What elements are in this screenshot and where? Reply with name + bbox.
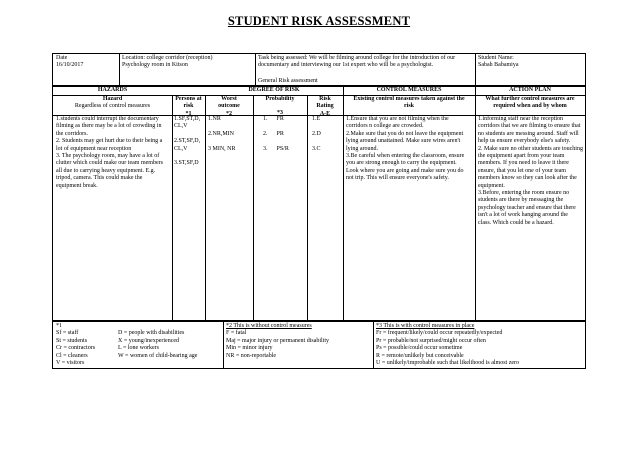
action-line: no students are messing around. Staff will [478,130,579,137]
hazard-line: filming as there may be a lot of crowding in [56,123,162,130]
action-line: ensure, that you let one of your team [478,167,566,174]
location-cell [119,54,255,85]
action-line: isn't a lot of work hanging around the [478,212,568,219]
task-line: documentary and interviewing our 1st expert who will be a psychologist. [258,62,434,69]
hazard-line: clutter which could make our team members [56,160,163,167]
legend-outcome-title: *2 This is without control measures [226,323,312,329]
hazard-line: lot of equipment near reception [56,145,132,152]
hazard-line: tripod, camera. This could make the [56,175,143,182]
student-cell [475,54,585,85]
action-line: 3.Before, entering the room ensure no [478,190,570,197]
risk-table [52,86,586,321]
task-footer: General Risk assessment [258,77,318,84]
action-line: corridors that we are filming to ensure that [478,123,581,130]
legend-persons-title: *1 [56,323,62,329]
probability-body: 1. FR 2. PR 3. PS/R [263,116,289,152]
worst-body: 1.NR 2.NR,MIN 3 MIN, NR [208,116,236,152]
rating-body: 1.E 2.D 3.C [312,116,321,152]
col-existing-control: Existing control measures taken against the risk [353,96,465,110]
date-value: 16/10/2017 [56,62,84,69]
col-hazard: Hazard Regardless of control measures [74,96,151,110]
action-line: class. Which could be a hazard. [478,219,554,226]
hazard-line: equipment break. [56,182,98,189]
page-title: STUDENT RISK ASSESSMENT [227,14,411,28]
legend-persons: *1 Sf = staff St = students Cr = contractors Cl = cleaners V = visitors D = people with disabilities X = young/inexperienced L = lone workers W = women of child-bearing age [53,322,223,368]
persons-body: 1.SF,ST,D, CL,V 2.ST,SF,D, CL,V 3.ST,SF,D [174,116,201,167]
control-line: lying around. [346,145,378,152]
control-line: not trip. This will ensure everyone's safety. [346,175,449,182]
action-line: psychology teacher and ensure that there [478,204,576,211]
action-line: members know so they can look after the [478,175,577,182]
action-body [475,115,585,320]
hazard-line: the corridors. [56,130,88,137]
student-label: Student Name: [478,55,514,61]
col-worst-outcome: Worst outcome *2 [218,96,240,115]
control-body [343,115,475,320]
date-cell [53,54,119,85]
task-line: Task being assessed: We will be filming around college for the introduction of our [258,55,456,61]
header-info-table [52,53,586,86]
action-line: students are there by messaging the [478,197,564,204]
col-persons-at-risk: Persons at risk *1 [175,96,202,115]
action-line: members. If you need to leave it there [478,160,569,167]
col-further-control: What further control measures are required when and by whom [485,96,575,110]
control-line: 3.Be careful when entering the classroom, ensure [346,153,465,160]
legend-outcome: *2 This is without control measures F = fatal Maj = major injury or permanent disability Min = minor injury NR = non-reportable [223,322,373,368]
hazard-line: all due to carrying heavy equipment. E.g. [56,167,156,174]
action-line: 1.informing staff near the reception [478,116,564,122]
legend-table [52,321,586,369]
action-line: help us ensure everybody else's safety. [478,138,571,145]
control-line: 2.Make sure that you do not leave the equipment [346,130,464,137]
action-line: the equipment apart from your team [478,153,565,160]
student-name: Sabah Babamiya [478,62,519,69]
task-cell [255,54,475,85]
control-line: lying around unattained. Make sure wires aren't [346,138,461,145]
section-degree-of-risk: DEGREE OF RISK [248,87,300,93]
control-line: corridors n college are crowded. [346,123,424,130]
col-probability: Probability *3 [265,96,295,115]
control-line: 1.Ensure that you are not filming when the [346,116,449,122]
section-action-plan: ACTION PLAN [509,87,551,93]
hazard-line: 2. Students may get hurt due to their being a [56,138,163,145]
hazard-line: 3. The psychology room, may have a lot of [56,153,160,160]
location-line: Psychology room in Kitson [122,62,188,69]
hazard-line: 1.students could interrupt the documentary [56,116,159,122]
action-line: equipment. [478,182,505,189]
location-line: Location: college corridor (reception) [122,55,213,61]
control-line: you are strong enough to carry the equipment. [346,160,457,167]
section-control-measures: CONTROL MEASURES [376,87,442,93]
section-hazards: HAZARDS [97,87,128,93]
control-line: Look where you are going and make sure you do [346,167,464,174]
legend-probability-title: *3 This is with control measures in place [376,323,475,329]
date-label: Date [56,55,68,61]
legend-probability: *3 This is with control measures in place Fr = frequent/likely/could occur repeatedly/expected Pr = probable/not surprised/might occur often Ps = possible/could occur sometime R = remote/unlikely but conceivable U = unlikely/improbable such that likelihood is almost zero [373,322,585,368]
col-risk-rating: Risk Rating A-E [316,96,334,115]
action-line: 2. Make sure no other students are touching [478,145,583,152]
hazards-body [53,115,172,320]
